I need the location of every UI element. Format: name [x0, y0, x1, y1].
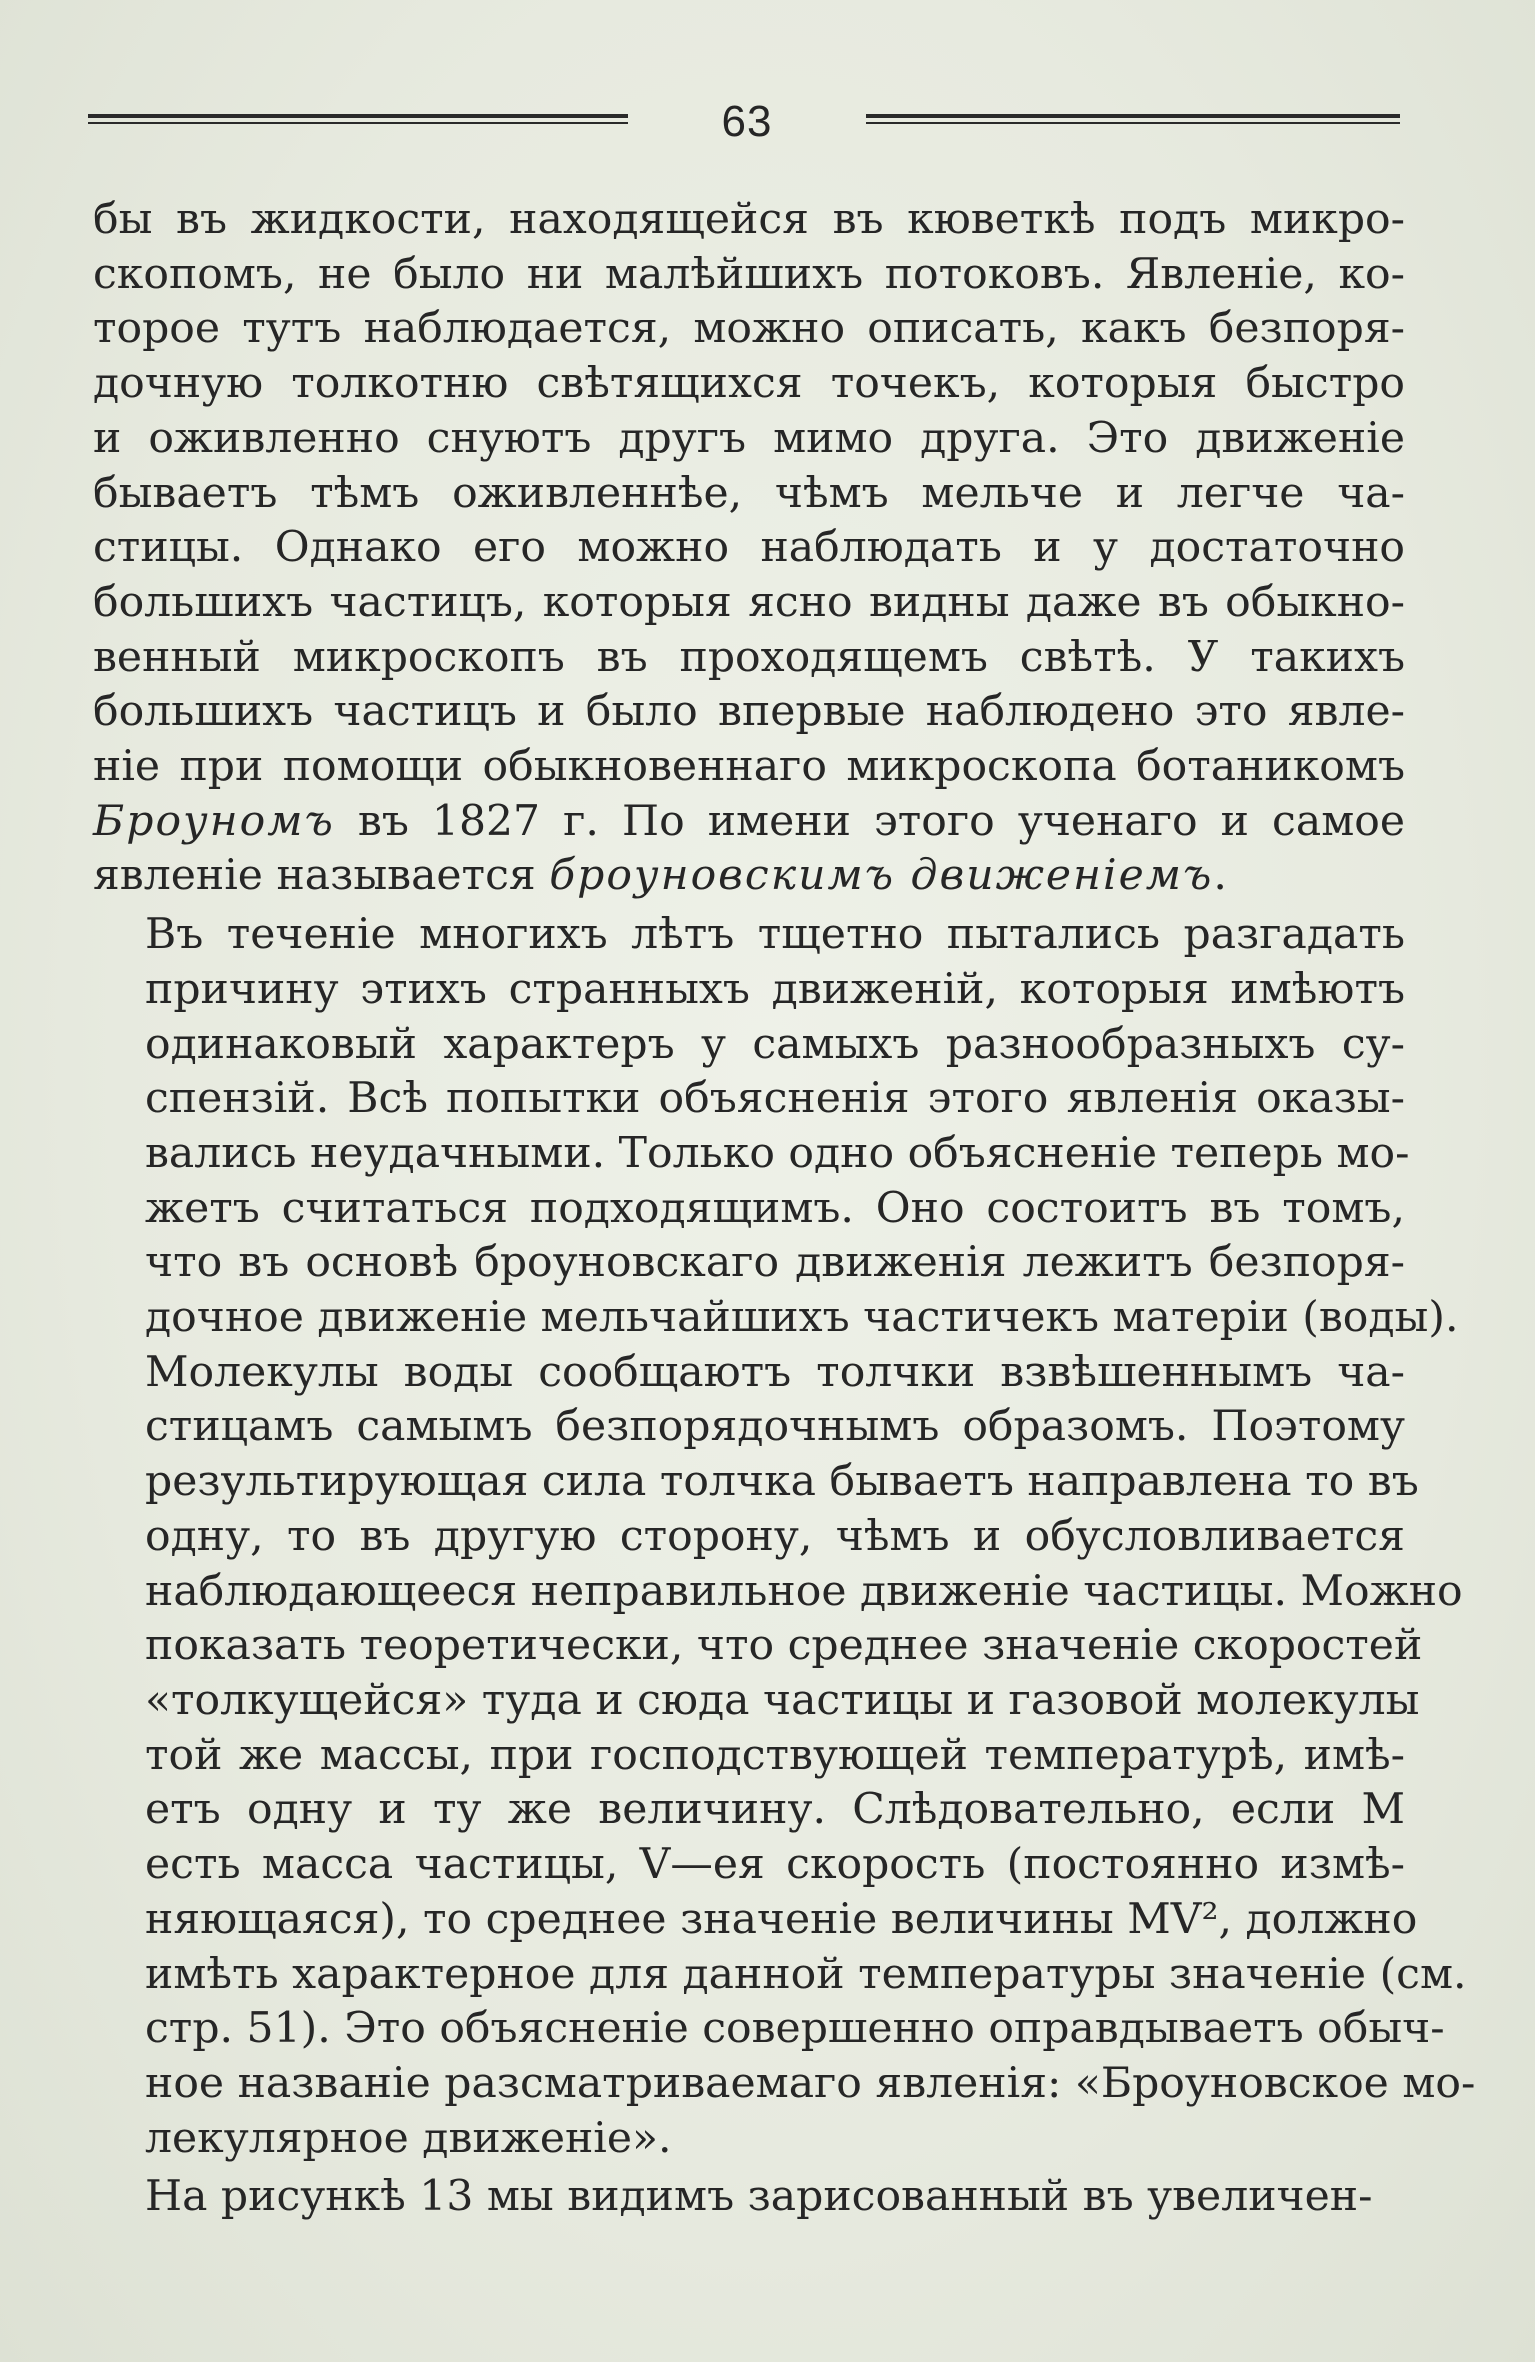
header-rule-right	[866, 114, 1400, 128]
text-run: ное названіе разсматриваемаго явленія: «Броуновское мо-	[145, 2058, 1476, 2108]
text-line	[93, 1455, 1419, 1510]
text-line	[93, 1674, 1420, 1729]
text-run: стр. 51). Это объясненіе совершенно оправдываетъ обыч-	[145, 2004, 1445, 2054]
text-run: торое тутъ наблюдается, можно описать, какъ безпоря-	[93, 304, 1405, 354]
text-line	[93, 1236, 1405, 1291]
text-line	[93, 1783, 1405, 1838]
text-line	[93, 631, 1405, 686]
header-rule-left	[88, 114, 628, 128]
text-line	[93, 1291, 1459, 1346]
text-line	[93, 193, 1405, 248]
text-line	[93, 1510, 1405, 1565]
text-line	[93, 302, 1405, 357]
text-run: етъ одну и ту же величину. Слѣдовательно, если М	[145, 1785, 1405, 1835]
text-run: стицамъ самымъ безпорядочнымъ образомъ. Поэтому	[145, 1402, 1405, 1452]
text-run: имѣть характерное для данной температуры значеніе (см.	[145, 1949, 1467, 1999]
paragraph	[93, 193, 1405, 904]
text-run: и оживленно снуютъ другъ мимо друга. Это движеніе	[93, 413, 1405, 463]
text-line	[93, 908, 1405, 963]
text-line	[93, 1400, 1405, 1455]
text-line	[93, 1619, 1423, 1674]
text-run: лекулярное движеніе».	[145, 2113, 672, 2163]
text-line	[93, 849, 1405, 904]
text-run: жетъ считаться подходящимъ. Оно состоитъ въ томъ,	[145, 1183, 1405, 1233]
text-run: стицы. Однако его можно наблюдать и у достаточно	[93, 523, 1405, 573]
text-line	[93, 2002, 1445, 2057]
text-run: На рисункѣ 13 мы видимъ зарисованный въ увеличен-	[145, 2172, 1373, 2222]
text-run: «толкущейся» туда и сюда частицы и газовой молекулы	[145, 1675, 1420, 1725]
text-run: вались неудачными. Только одно объясненіе теперь мо-	[145, 1128, 1410, 1178]
text-run: спензій. Всѣ попытки объясненія этого явленія оказы-	[145, 1074, 1405, 1124]
paragraph	[93, 908, 1476, 2166]
text-line	[93, 1072, 1405, 1127]
page-number: 63	[721, 97, 773, 146]
text-run: дочную толкотню свѣтящихся точекъ, которыя быстро	[93, 359, 1405, 409]
text-line	[93, 1838, 1405, 1893]
text-run: .	[1213, 851, 1227, 901]
text-line	[93, 740, 1405, 795]
text-line	[93, 1182, 1405, 1237]
text-line	[93, 1893, 1418, 1948]
text-run: наблюдающееся неправильное движеніе частицы. Можно	[145, 1566, 1463, 1616]
text-run: явленіе называется	[93, 851, 550, 901]
text-line	[93, 248, 1405, 303]
text-line	[93, 1565, 1463, 1620]
text-run: Въ теченіе многихъ лѣтъ тщетно пытались разгадать	[145, 910, 1405, 960]
text-run: одну, то въ другую сторону, чѣмъ и обусловливается	[145, 1511, 1405, 1561]
body-text	[93, 193, 1476, 2225]
text-line	[93, 2112, 1405, 2167]
text-line	[93, 467, 1405, 522]
text-line	[93, 1018, 1405, 1073]
page-header	[88, 98, 1400, 148]
text-line	[93, 963, 1405, 1018]
text-run: результирующая сила толчка бываетъ направлена то въ	[145, 1457, 1419, 1507]
text-line	[93, 2170, 1405, 2225]
text-run: въ 1827 г. По имени этого ученаго и самое	[334, 796, 1405, 846]
text-line	[93, 412, 1405, 467]
text-run: есть масса частицы, V—ея скорость (постоянно измѣ-	[145, 1840, 1405, 1890]
text-run: скопомъ, не было ни малѣйшихъ потоковъ. Явленіе, ко-	[93, 249, 1405, 299]
text-run: показать теоретически, что среднее значеніе скоростей	[145, 1621, 1423, 1671]
paragraph	[93, 2170, 1405, 2225]
text-run: большихъ частицъ, которыя ясно видны даже въ обыкно-	[93, 577, 1405, 627]
text-run: одинаковый характеръ у самыхъ разнообразныхъ су-	[145, 1019, 1405, 1069]
text-run: причину этихъ странныхъ движеній, которыя имѣютъ	[145, 964, 1405, 1014]
text-line	[93, 1346, 1405, 1401]
text-run: дочное движеніе мельчайшихъ частичекъ матеріи (воды).	[145, 1293, 1459, 1343]
text-line	[93, 685, 1405, 740]
italic-term: броуновскимъ движеніемъ	[549, 851, 1214, 901]
text-line	[93, 1729, 1405, 1784]
text-run: той же массы, при господствующей температурѣ, имѣ-	[145, 1730, 1405, 1780]
text-line	[93, 357, 1405, 412]
text-line	[93, 1127, 1410, 1182]
text-run: бы въ жидкости, находящейся въ кюветкѣ подъ микро-	[93, 195, 1405, 244]
text-run: бываетъ тѣмъ оживленнѣе, чѣмъ мельче и легче ча-	[93, 468, 1405, 518]
text-run: что въ основѣ броуновскаго движенія лежитъ безпоря-	[145, 1238, 1405, 1288]
text-run: венный микроскопъ въ проходящемъ свѣтѣ. У такихъ	[93, 632, 1405, 682]
text-run: ніе при помощи обыкновеннаго микроскопа ботаникомъ	[93, 742, 1405, 792]
text-run: няющаяся), то среднее значеніе величины MV², должно	[145, 1894, 1418, 1944]
text-line	[93, 2057, 1476, 2112]
italic-term: Броуномъ	[93, 796, 335, 846]
text-line	[93, 521, 1405, 576]
text-run: большихъ частицъ и было впервые наблюдено это явле-	[93, 687, 1405, 737]
text-line	[93, 576, 1405, 631]
text-line	[93, 795, 1405, 850]
text-run: Молекулы воды сообщаютъ толчки взвѣшеннымъ ча-	[145, 1347, 1405, 1397]
text-line	[93, 1948, 1467, 2003]
